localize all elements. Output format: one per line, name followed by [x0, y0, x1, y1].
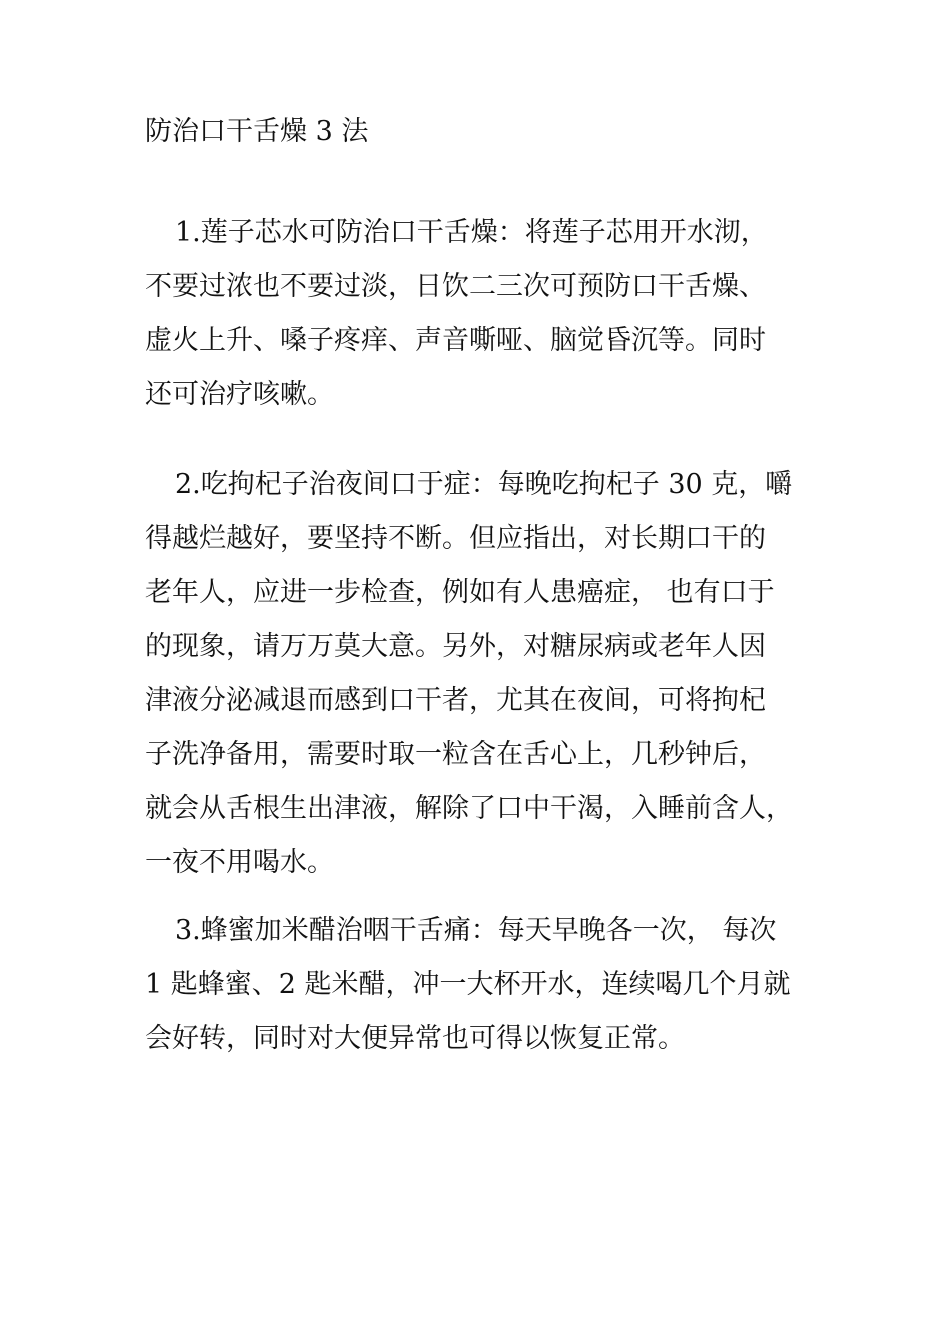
paragraph-line: 老年人，应进一步检查，例如有人患癌症， 也有口于 — [145, 577, 775, 608]
paragraph-line: 3.蜂蜜加米醋治咽干舌痛：每天早晚各一次， 每次 — [175, 915, 777, 946]
paragraph-line: 不要过浓也不要过淡，日饮二三次可预防口干舌燥、 — [145, 271, 766, 302]
paragraph-line: 一夜不用喝水。 — [145, 847, 334, 878]
paragraph-line: 虚火上升、嗓子疼痒、声音嘶哑、脑觉昏沉等。同时 — [145, 325, 766, 356]
paragraph-line: 得越烂越好，要坚持不断。但应指出，对长期口干的 — [145, 523, 766, 554]
paragraph-line: 津液分泌减退而感到口干者，尤其在夜间，可将拘杞 — [145, 685, 766, 716]
document-title: 防治口干舌燥 3 法 — [145, 116, 369, 147]
paragraph-line: 子洗净备用，需要时取一粒含在舌心上，几秒钟后， — [145, 739, 766, 770]
paragraph-honey-vinegar — [145, 904, 810, 1066]
paragraph-line: 2.吃拘杞子治夜间口于症：每晚吃拘杞子 30 克，嚼 — [175, 469, 793, 500]
paragraph-lotus-seed-heart-water — [145, 206, 810, 422]
paragraph-line: 就会从舌根生出津液，解除了口中干渴，入睡前含人， — [145, 793, 793, 824]
paragraph-line: 1.莲子芯水可防治口干舌燥：将莲子芯用开水沏， — [175, 217, 768, 248]
paragraph-goji-berry — [145, 458, 810, 890]
paragraph-line: 会好转，同时对大便异常也可得以恢复正常。 — [145, 1023, 685, 1054]
paragraph-line: 还可治疗咳嗽。 — [145, 379, 334, 410]
paragraph-line: 1 匙蜂蜜、2 匙米醋，冲一大杯开水，连续喝几个月就 — [145, 969, 791, 1000]
paragraph-line: 的现象，请万万莫大意。另外，对糖尿病或老年人因 — [145, 631, 766, 662]
